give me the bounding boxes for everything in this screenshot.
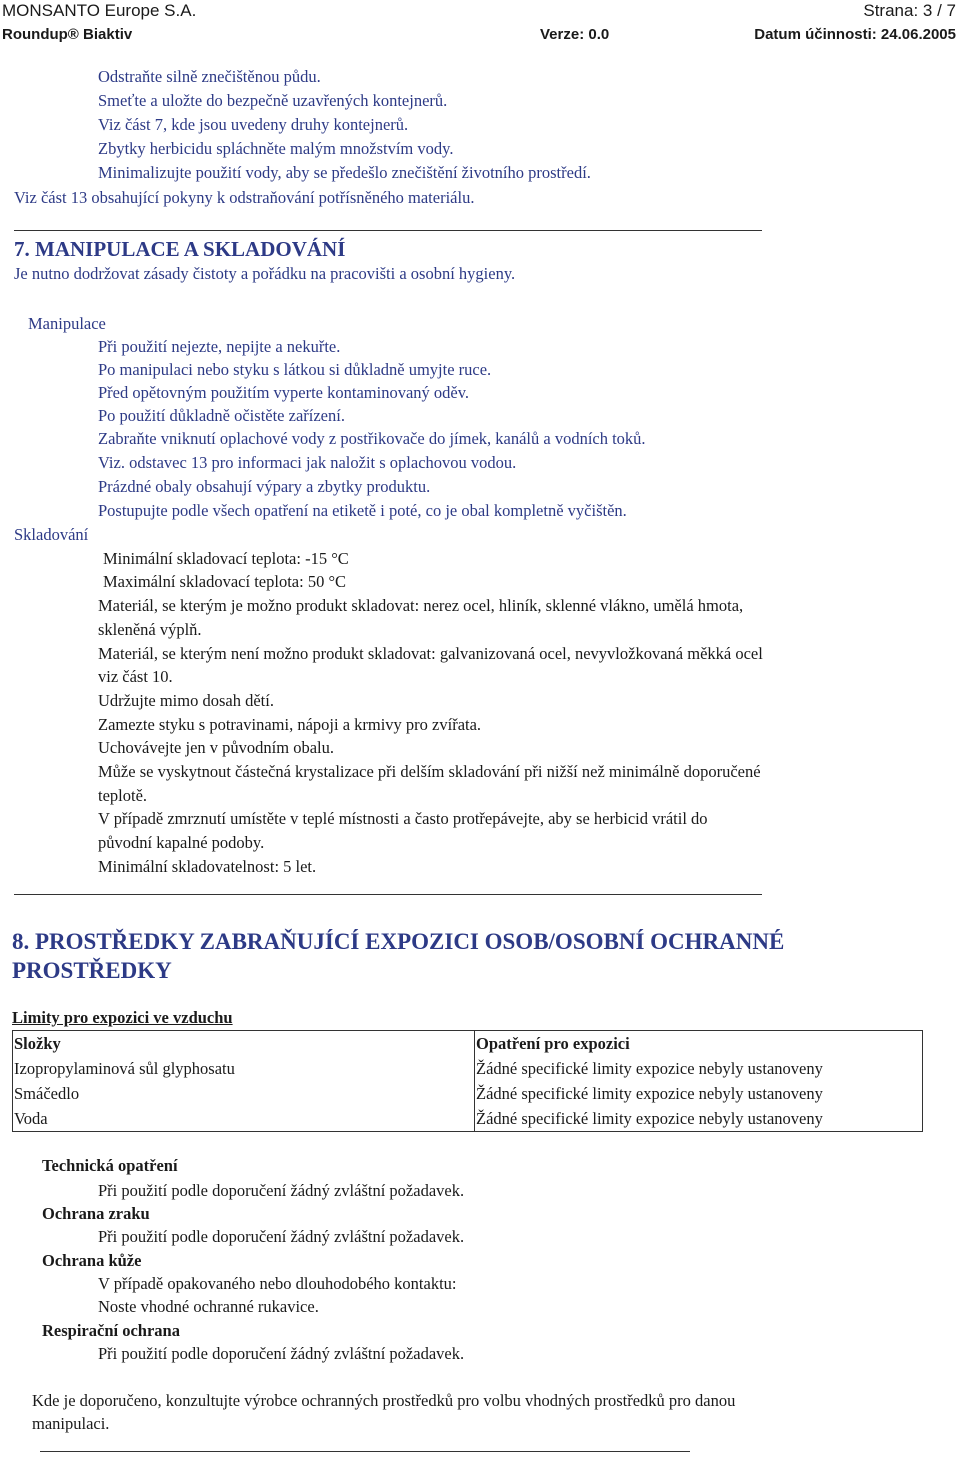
list-item: Prázdné obaly obsahují výpary a zbytky produktu. [98,477,431,496]
exposure-limits-table [12,1030,923,1132]
list-item: Viz. odstavec 13 pro informaci jak naložit s oplachovou vodou. [98,453,517,472]
text-line: Odstraňte silně znečištěnou půdu. [98,67,321,86]
list-item: Po manipulaci nebo styku s látkou si důkladně umyjte ruce. [98,360,492,379]
skin-text-2: Noste vhodné ochranné rukavice. [98,1297,319,1316]
text-line: Materiál, se kterým je možno produkt skladovat: nerez ocel, hliník, sklenné vlákno, umělá hmota, [98,596,744,615]
tech-heading: Technická opatření [42,1156,178,1175]
table-row [13,1081,923,1106]
table-cell: Izopropylaminová sůl glyphosatu [13,1056,475,1081]
table-row [13,1056,923,1081]
table-cell: Žádné specifické limity expozice nebyly ustanoveny [475,1081,923,1106]
text-line: Zamezte styku s potravinami, nápoji a krmivy pro zvířata. [98,715,482,734]
product-name: Roundup® Biaktiv [2,26,133,43]
section-divider [40,1451,690,1452]
table-header: Složky [13,1031,475,1057]
page-number: Strana: 3 / 7 [863,1,956,20]
table-row [13,1106,923,1132]
text-line: skleněná výplň. [98,620,202,639]
advice-line-1: Kde je doporučeno, konzultujte výrobce ochranných prostředků pro volbu vhodných prostředků pro danou [32,1391,736,1410]
handling-heading: Manipulace [28,314,106,333]
text-line: Uchovávejte jen v původním obalu. [98,738,334,757]
text-line: Smeťte a uložte do bezpečně uzavřených kontejnerů. [98,91,448,110]
text-line: Minimální skladovatelnost: 5 let. [98,857,317,876]
resp-text: Při použití podle doporučení žádný zvláštní požadavek. [98,1344,465,1363]
company-name: MONSANTO Europe S.A. [2,1,197,20]
list-item: Při použití nejezte, nepijte a nekuřte. [98,337,341,356]
section8-title-line2: PROSTŘEDKY [12,958,172,983]
skin-heading: Ochrana kůže [42,1251,142,1270]
text-line: teplotě. [98,786,148,805]
text-line: viz část 10. [98,667,173,686]
list-item: Po použití důkladně očistěte zařízení. [98,406,345,425]
table-cell: Žádné specifické limity expozice nebyly ustanoveny [475,1106,923,1132]
text-line: Udržujte mimo dosah dětí. [98,691,274,710]
table-cell: Smáčedlo [13,1081,475,1106]
section7-title: 7. MANIPULACE A SKLADOVÁNÍ [14,237,346,261]
section8-title-line1: 8. PROSTŘEDKY ZABRAŇUJÍCÍ EXPOZICI OSOB/OSOBNÍ OCHRANNÉ [12,929,785,954]
tech-text: Při použití podle doporučení žádný zvláštní požadavek. [98,1181,465,1200]
table-header: Opatření pro expozici [475,1031,923,1057]
text-line: původní kapalné podoby. [98,833,265,852]
list-item: Zabraňte vniknutí oplachové vody z postřikovače do jímek, kanálů a vodních toků. [98,429,646,448]
limits-heading: Limity pro expozici ve vzduchu [12,1008,233,1027]
text-line: Minimalizujte použití vody, aby se předešlo znečištění životního prostředí. [98,163,591,182]
text-line: V případě zmrznutí umístěte v teplé místnosti a často protřepávejte, aby se herbicid vrátil do [98,809,708,828]
skin-text-1: V případě opakovaného nebo dlouhodobého kontaktu: [98,1274,457,1293]
version-label: Verze: 0.0 [540,26,610,43]
advice-line-2: manipulaci. [32,1414,110,1433]
text-line: Může se vyskytnout částečná krystalizace při delším skladování při nižší než minimálně doporučené [98,762,761,781]
eye-heading: Ochrana zraku [42,1204,150,1223]
storage-heading: Skladování [14,525,89,544]
table-cell: Voda [13,1106,475,1132]
text-line: Zbytky herbicidu spláchněte malým množstvím vody. [98,139,454,158]
section7-intro: Je nutno dodržovat zásady čistoty a pořádku na pracovišti a osobní hygieny. [14,264,516,283]
text-line: Materiál, se kterým není možno produkt skladovat: galvanizovaná ocel, nevyvložkovaná měkká ocel [98,644,763,663]
list-item: Postupujte podle všech opatření na etiketě i poté, co je obal kompletně vyčištěn. [98,501,627,520]
section-divider [14,894,762,895]
list-item: Před opětovným použitím vyperte kontaminovaný oděv. [98,383,470,402]
eye-text: Při použití podle doporučení žádný zvláštní požadavek. [98,1227,465,1246]
text-line: Viz část 7, kde jsou uvedeny druhy kontejnerů. [98,115,409,134]
max-temp: Maximální skladovací teplota: 50 °C [103,572,347,591]
table-header-row [13,1031,923,1057]
table-cell: Žádné specifické limity expozice nebyly ustanoveny [475,1056,923,1081]
text-line: Viz část 13 obsahující pokyny k odstraňování potřísněného materiálu. [14,188,475,207]
section-divider [14,230,762,231]
effective-date: Datum účinnosti: 24.06.2005 [754,26,956,43]
resp-heading: Respirační ochrana [42,1321,180,1340]
min-temp: Minimální skladovací teplota: -15 °C [103,549,349,568]
